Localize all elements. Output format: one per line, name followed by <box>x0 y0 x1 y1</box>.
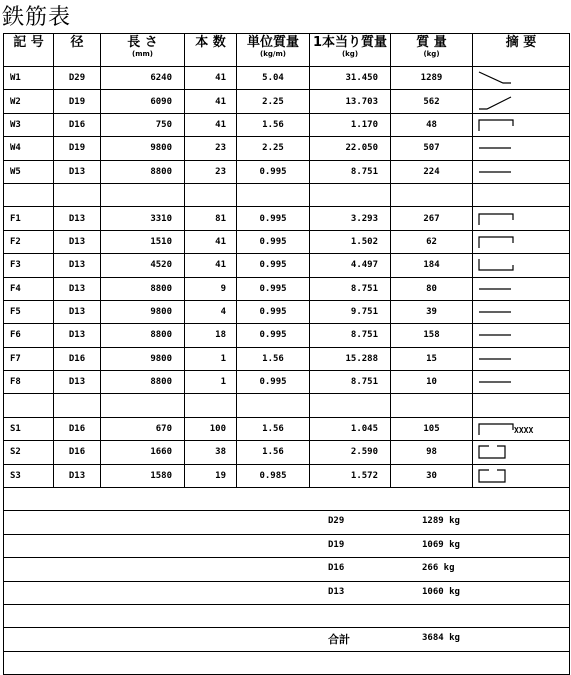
cell-diameter: D16 <box>54 347 101 370</box>
cell-per-piece-mass: 15.288 <box>310 347 391 370</box>
cell-diameter <box>54 394 101 417</box>
cell-diameter: D16 <box>54 417 101 440</box>
cell-per-piece-mass: 1.502 <box>310 230 391 253</box>
summary-value: 1060 kg <box>422 586 460 597</box>
cell-count: 81 <box>185 207 237 230</box>
cell-length: 9800 <box>101 347 185 370</box>
cell-mass: 105 <box>391 417 473 440</box>
header-mark: 記 号 <box>4 34 54 67</box>
cell-mass: 48 <box>391 113 473 136</box>
summary-row <box>4 581 570 604</box>
summary-row-cell <box>4 534 570 557</box>
cell-shape <box>473 207 570 230</box>
cell-mass: 30 <box>391 464 473 487</box>
cell-mark: F3 <box>4 254 54 277</box>
cell-count <box>185 394 237 417</box>
cell-diameter: D19 <box>54 90 101 113</box>
cell-count: 41 <box>185 90 237 113</box>
summary-row-blank-cell <box>4 604 570 627</box>
cell-count: 19 <box>185 464 237 487</box>
cell-length <box>101 183 185 206</box>
header-row <box>4 34 570 67</box>
cell-unit-mass: 0.995 <box>237 160 310 183</box>
cell-mark: F4 <box>4 277 54 300</box>
total-value: 3684 kg <box>422 633 460 644</box>
header-per-piece-mass: 1本当り質量 (kg) <box>310 34 391 67</box>
total-label: 合計 <box>328 633 350 647</box>
total-row-cell <box>4 628 570 651</box>
cell-diameter: D13 <box>54 207 101 230</box>
cell-shape <box>473 254 570 277</box>
cell-shape <box>473 183 570 206</box>
cell-mass: 158 <box>391 324 473 347</box>
cell-mass: 80 <box>391 277 473 300</box>
table-row <box>4 90 570 113</box>
summary-value: 1069 kg <box>422 539 460 550</box>
cell-unit-mass: 0.995 <box>237 277 310 300</box>
cell-unit-mass: 1.56 <box>237 347 310 370</box>
header-length: 長 さ (mm) <box>101 34 185 67</box>
rebar-shape-hook-xx-icon <box>477 420 565 438</box>
header-shape: 摘 要 <box>473 34 570 67</box>
cell-length: 4520 <box>101 254 185 277</box>
cell-length: 8800 <box>101 160 185 183</box>
cell-per-piece-mass: 8.751 <box>310 324 391 347</box>
summary-row-blank <box>4 651 570 674</box>
table-row <box>4 441 570 464</box>
table-row <box>4 324 570 347</box>
rebar-shape-hook-down-icon <box>477 116 565 134</box>
table-row <box>4 464 570 487</box>
cell-mass: 562 <box>391 90 473 113</box>
cell-shape <box>473 300 570 323</box>
cell-unit-mass: 0.995 <box>237 230 310 253</box>
cell-unit-mass <box>237 183 310 206</box>
cell-mass <box>391 183 473 206</box>
cell-length: 8800 <box>101 277 185 300</box>
rebar-shape-hook-down-icon <box>477 210 565 228</box>
cell-mark: F1 <box>4 207 54 230</box>
summary-label: D16 <box>328 563 345 574</box>
cell-count: 1 <box>185 347 237 370</box>
cell-shape <box>473 371 570 394</box>
table-row <box>4 347 570 370</box>
summary-label: D29 <box>328 516 345 527</box>
cell-diameter: D29 <box>54 67 101 90</box>
cell-unit-mass: 1.56 <box>237 441 310 464</box>
cell-unit-mass: 2.25 <box>237 90 310 113</box>
cell-shape <box>473 90 570 113</box>
cell-mark: F5 <box>4 300 54 323</box>
cell-mass: 224 <box>391 160 473 183</box>
rebar-shape-straight-icon <box>477 303 565 321</box>
table-row <box>4 113 570 136</box>
cell-unit-mass: 0.995 <box>237 254 310 277</box>
cell-length: 1580 <box>101 464 185 487</box>
summary-row-cell <box>4 558 570 581</box>
cell-shape <box>473 230 570 253</box>
cell-mass: 98 <box>391 441 473 464</box>
cell-shape <box>473 417 570 440</box>
cell-per-piece-mass: 8.751 <box>310 371 391 394</box>
cell-mark <box>4 183 54 206</box>
table-row <box>4 277 570 300</box>
cell-mass <box>391 394 473 417</box>
table-row <box>4 371 570 394</box>
cell-shape <box>473 347 570 370</box>
cell-shape <box>473 160 570 183</box>
cell-shape <box>473 441 570 464</box>
cell-mass: 39 <box>391 300 473 323</box>
table-title: 鉄筋表 <box>2 5 72 30</box>
cell-mark: S1 <box>4 417 54 440</box>
summary-row-blank <box>4 488 570 511</box>
cell-length: 1510 <box>101 230 185 253</box>
summary-row <box>4 558 570 581</box>
cell-length <box>101 394 185 417</box>
cell-unit-mass: 2.25 <box>237 137 310 160</box>
summary-label: D13 <box>328 586 345 597</box>
cell-unit-mass: 0.985 <box>237 464 310 487</box>
cell-diameter: D13 <box>54 324 101 347</box>
cell-shape <box>473 464 570 487</box>
table-row <box>4 160 570 183</box>
rebar-shape-straight-icon <box>477 373 565 391</box>
cell-count: 1 <box>185 371 237 394</box>
table-row <box>4 417 570 440</box>
cell-diameter: D13 <box>54 300 101 323</box>
cell-count: 100 <box>185 417 237 440</box>
cell-diameter: D13 <box>54 254 101 277</box>
cell-per-piece-mass: 22.050 <box>310 137 391 160</box>
cell-unit-mass: 1.56 <box>237 113 310 136</box>
cell-unit-mass: 1.56 <box>237 417 310 440</box>
cell-unit-mass: 0.995 <box>237 371 310 394</box>
summary-row-cell <box>4 511 570 534</box>
cell-unit-mass <box>237 394 310 417</box>
cell-per-piece-mass: 1.572 <box>310 464 391 487</box>
cell-count: 9 <box>185 277 237 300</box>
cell-per-piece-mass: 1.045 <box>310 417 391 440</box>
cell-count: 41 <box>185 113 237 136</box>
cell-count: 18 <box>185 324 237 347</box>
cell-diameter: D13 <box>54 230 101 253</box>
summary-row <box>4 511 570 534</box>
cell-length: 670 <box>101 417 185 440</box>
cell-mark: W4 <box>4 137 54 160</box>
cell-mass: 15 <box>391 347 473 370</box>
cell-per-piece-mass: 8.751 <box>310 160 391 183</box>
summary-value: 1289 kg <box>422 516 460 527</box>
rebar-shape-straight-icon <box>477 326 565 344</box>
rebar-shape-hook-down-icon <box>477 233 565 251</box>
cell-shape <box>473 137 570 160</box>
cell-per-piece-mass: 9.751 <box>310 300 391 323</box>
cell-length: 9800 <box>101 137 185 160</box>
cell-per-piece-mass: 3.293 <box>310 207 391 230</box>
cell-shape <box>473 67 570 90</box>
cell-length: 8800 <box>101 324 185 347</box>
header-count: 本 数 <box>185 34 237 67</box>
header-mass: 質 量 (kg) <box>391 34 473 67</box>
cell-diameter: D13 <box>54 277 101 300</box>
cell-mass: 62 <box>391 230 473 253</box>
table-row-blank <box>4 183 570 206</box>
cell-mass: 1289 <box>391 67 473 90</box>
cell-length: 1660 <box>101 441 185 464</box>
cell-mark: F7 <box>4 347 54 370</box>
rebar-shape-bracket-icon <box>477 443 565 461</box>
table-row-blank <box>4 394 570 417</box>
cell-mark: W5 <box>4 160 54 183</box>
cell-length: 3310 <box>101 207 185 230</box>
cell-diameter <box>54 183 101 206</box>
summary-row-blank-cell <box>4 488 570 511</box>
cell-mark: W3 <box>4 113 54 136</box>
cell-diameter: D13 <box>54 371 101 394</box>
summary-row <box>4 534 570 557</box>
cell-mass: 10 <box>391 371 473 394</box>
cell-count: 41 <box>185 230 237 253</box>
cell-count <box>185 183 237 206</box>
cell-diameter: D13 <box>54 464 101 487</box>
cell-shape <box>473 394 570 417</box>
cell-mark: F8 <box>4 371 54 394</box>
cell-per-piece-mass: 2.590 <box>310 441 391 464</box>
cell-per-piece-mass <box>310 394 391 417</box>
summary-value: 266 kg <box>422 563 455 574</box>
rebar-shape-straight-icon <box>477 163 565 181</box>
cell-mark <box>4 394 54 417</box>
rebar-shape-straight-icon <box>477 350 565 368</box>
summary-row-cell <box>4 581 570 604</box>
cell-diameter: D13 <box>54 160 101 183</box>
table-row <box>4 67 570 90</box>
rebar-shape-straight-icon <box>477 139 565 157</box>
rebar-shape-bracket-icon <box>477 467 565 485</box>
shape-mark-label: XXXX <box>514 426 534 436</box>
cell-shape <box>473 277 570 300</box>
rebar-shape-straight-icon <box>477 280 565 298</box>
cell-length: 750 <box>101 113 185 136</box>
cell-diameter: D19 <box>54 137 101 160</box>
summary-label: D19 <box>328 539 345 550</box>
cell-diameter: D16 <box>54 441 101 464</box>
cell-shape <box>473 113 570 136</box>
table-row <box>4 137 570 160</box>
cell-count: 4 <box>185 300 237 323</box>
cell-per-piece-mass: 31.450 <box>310 67 391 90</box>
rebar-shape-bent-down-icon <box>477 69 565 87</box>
header-diameter: 径 <box>54 34 101 67</box>
rebar-shape-hook-up-icon <box>477 256 565 274</box>
cell-per-piece-mass: 13.703 <box>310 90 391 113</box>
cell-diameter: D16 <box>54 113 101 136</box>
cell-mass: 184 <box>391 254 473 277</box>
cell-unit-mass: 5.04 <box>237 67 310 90</box>
cell-count: 23 <box>185 137 237 160</box>
rebar-table <box>3 33 570 675</box>
summary-row-blank <box>4 604 570 627</box>
cell-count: 23 <box>185 160 237 183</box>
header-unit-mass: 単位質量 (kg/m) <box>237 34 310 67</box>
table-row <box>4 207 570 230</box>
cell-length: 9800 <box>101 300 185 323</box>
cell-per-piece-mass: 1.170 <box>310 113 391 136</box>
cell-mark: S3 <box>4 464 54 487</box>
rebar-shape-bent-up-icon <box>477 93 565 111</box>
table-row <box>4 254 570 277</box>
summary-row-blank-cell <box>4 651 570 674</box>
cell-mark: W1 <box>4 67 54 90</box>
table-row <box>4 300 570 323</box>
cell-unit-mass: 0.995 <box>237 207 310 230</box>
cell-length: 8800 <box>101 371 185 394</box>
cell-per-piece-mass <box>310 183 391 206</box>
cell-shape <box>473 324 570 347</box>
cell-mark: F6 <box>4 324 54 347</box>
cell-length: 6090 <box>101 90 185 113</box>
cell-mass: 507 <box>391 137 473 160</box>
cell-count: 38 <box>185 441 237 464</box>
cell-count: 41 <box>185 254 237 277</box>
cell-mark: F2 <box>4 230 54 253</box>
cell-per-piece-mass: 8.751 <box>310 277 391 300</box>
cell-length: 6240 <box>101 67 185 90</box>
cell-mass: 267 <box>391 207 473 230</box>
total-row <box>4 628 570 651</box>
cell-unit-mass: 0.995 <box>237 324 310 347</box>
table-row <box>4 230 570 253</box>
cell-count: 41 <box>185 67 237 90</box>
cell-mark: W2 <box>4 90 54 113</box>
cell-unit-mass: 0.995 <box>237 300 310 323</box>
cell-per-piece-mass: 4.497 <box>310 254 391 277</box>
cell-mark: S2 <box>4 441 54 464</box>
